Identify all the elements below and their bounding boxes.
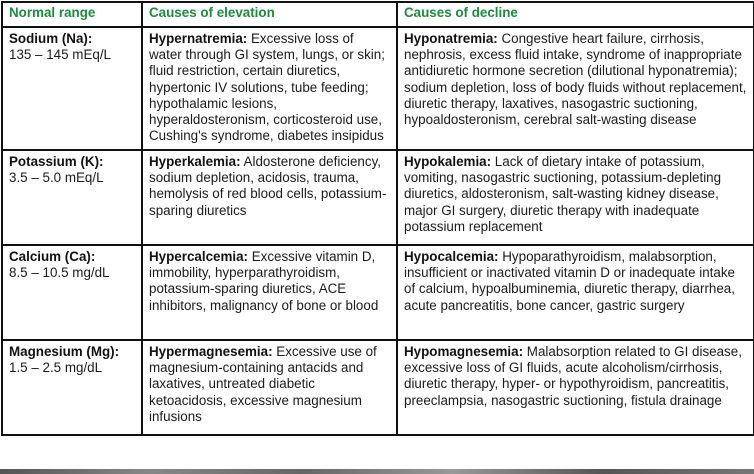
header-normal-range: Normal range xyxy=(2,2,142,27)
table-row-sodium xyxy=(2,27,754,150)
elevation-term: Hypermagnesemia: xyxy=(149,344,273,359)
cell-normal-range xyxy=(2,150,142,245)
cell-decline xyxy=(397,27,754,150)
decline-term: Hyponatremia: xyxy=(404,31,498,46)
electrolyte-range: 3.5 – 5.0 mEq/L xyxy=(9,170,104,186)
elevation-term: Hypernatremia: xyxy=(149,31,248,46)
electrolyte-range: 135 – 145 mEq/L xyxy=(9,47,111,63)
elevation-causes: Aldosterone deficiency, sodium depletion, acidosis, trauma, hemolysis of red blood cells, potassium-sparing diuretics xyxy=(149,154,387,218)
decline-term: Hypocalcemia: xyxy=(404,249,499,264)
electrolyte-range: 1.5 – 2.5 mg/dL xyxy=(9,360,103,376)
cell-elevation xyxy=(142,27,397,150)
table-row-calcium xyxy=(2,245,754,340)
elevation-term: Hyperkalemia: xyxy=(149,154,241,169)
decline-causes: Malabsorption related to GI disease, excessive loss of GI fluids, acute alcoholism/cirrhosis, diuretic therapy, hyper- or hypothyroidism, pancreatitis, preeclampsia, nasogastric suctioning, fistula drainage xyxy=(404,344,742,408)
table-row-potassium xyxy=(2,150,754,245)
decline-term: Hypomagnesemia: xyxy=(404,344,524,359)
cell-normal-range xyxy=(2,340,142,435)
elevation-causes: Excessive loss of water through GI system, lungs, or skin; fluid restriction, certain diuretics, hypertonic IV solutions, tube feeding; hypothalamic lesions, hyperaldosteronism, corticosteroid use, Cushing's syndrome, diabetes insipidus xyxy=(149,31,385,144)
elevation-term: Hypercalcemia: xyxy=(149,249,248,264)
cell-elevation xyxy=(142,340,397,435)
header-causes-elevation: Causes of elevation xyxy=(142,2,397,27)
electrolyte-name: Sodium (Na): xyxy=(9,31,93,46)
decline-causes: Lack of dietary intake of potassium, vomiting, nasogastric suctioning, potassium-depleting diuretics, aldosteronism, salt-wasting kidney disease, major GI surgery, diuretic therapy with inadequate potassium replacement xyxy=(404,154,722,234)
cell-decline xyxy=(397,340,754,435)
electrolyte-name: Magnesium (Mg): xyxy=(9,344,120,359)
elevation-causes: Excessive use of magnesium-containing antacids and laxatives, untreated diabetic ketoacidosis, excessive magnesium infusions xyxy=(149,344,377,424)
electrolyte-name: Potassium (K): xyxy=(9,154,104,169)
decline-causes: Congestive heart failure, cirrhosis, nephrosis, excess fluid intake, syndrome of inappropriate antidiuretic hormone secretion (dilutional hyponatremia); sodium depletion, loss of body fluids without replacement, diuretic therapy, laxatives, nasogastric suctioning, hypoaldosteronism, cerebral salt-wasting disease xyxy=(404,31,747,128)
table-header-row xyxy=(2,2,754,27)
table-row-magnesium xyxy=(2,340,754,435)
cell-elevation xyxy=(142,245,397,340)
decline-causes: Hypoparathyroidism, malabsorption, insufficient or inactivated vitamin D or inadequate intake of calcium, hypoalbuminemia, diuretic therapy, diarrhea, acute pancreatitis, bone cancer, gastric surgery xyxy=(404,249,735,313)
cell-normal-range xyxy=(2,245,142,340)
electrolyte-name: Calcium (Ca): xyxy=(9,249,96,264)
image-edge-strip xyxy=(0,469,754,474)
cell-decline xyxy=(397,150,754,245)
cell-decline xyxy=(397,245,754,340)
electrolyte-range: 8.5 – 10.5 mg/dL xyxy=(9,265,110,281)
cell-elevation xyxy=(142,150,397,245)
decline-term: Hypokalemia: xyxy=(404,154,492,169)
header-causes-decline: Causes of decline xyxy=(397,2,754,27)
elevation-causes: Excessive vitamin D, immobility, hyperparathyroidism, potassium-sparing diuretics, ACE inhibitors, malignancy of bone or blood xyxy=(149,249,379,313)
cell-normal-range xyxy=(2,27,142,150)
electrolyte-table xyxy=(1,1,754,436)
